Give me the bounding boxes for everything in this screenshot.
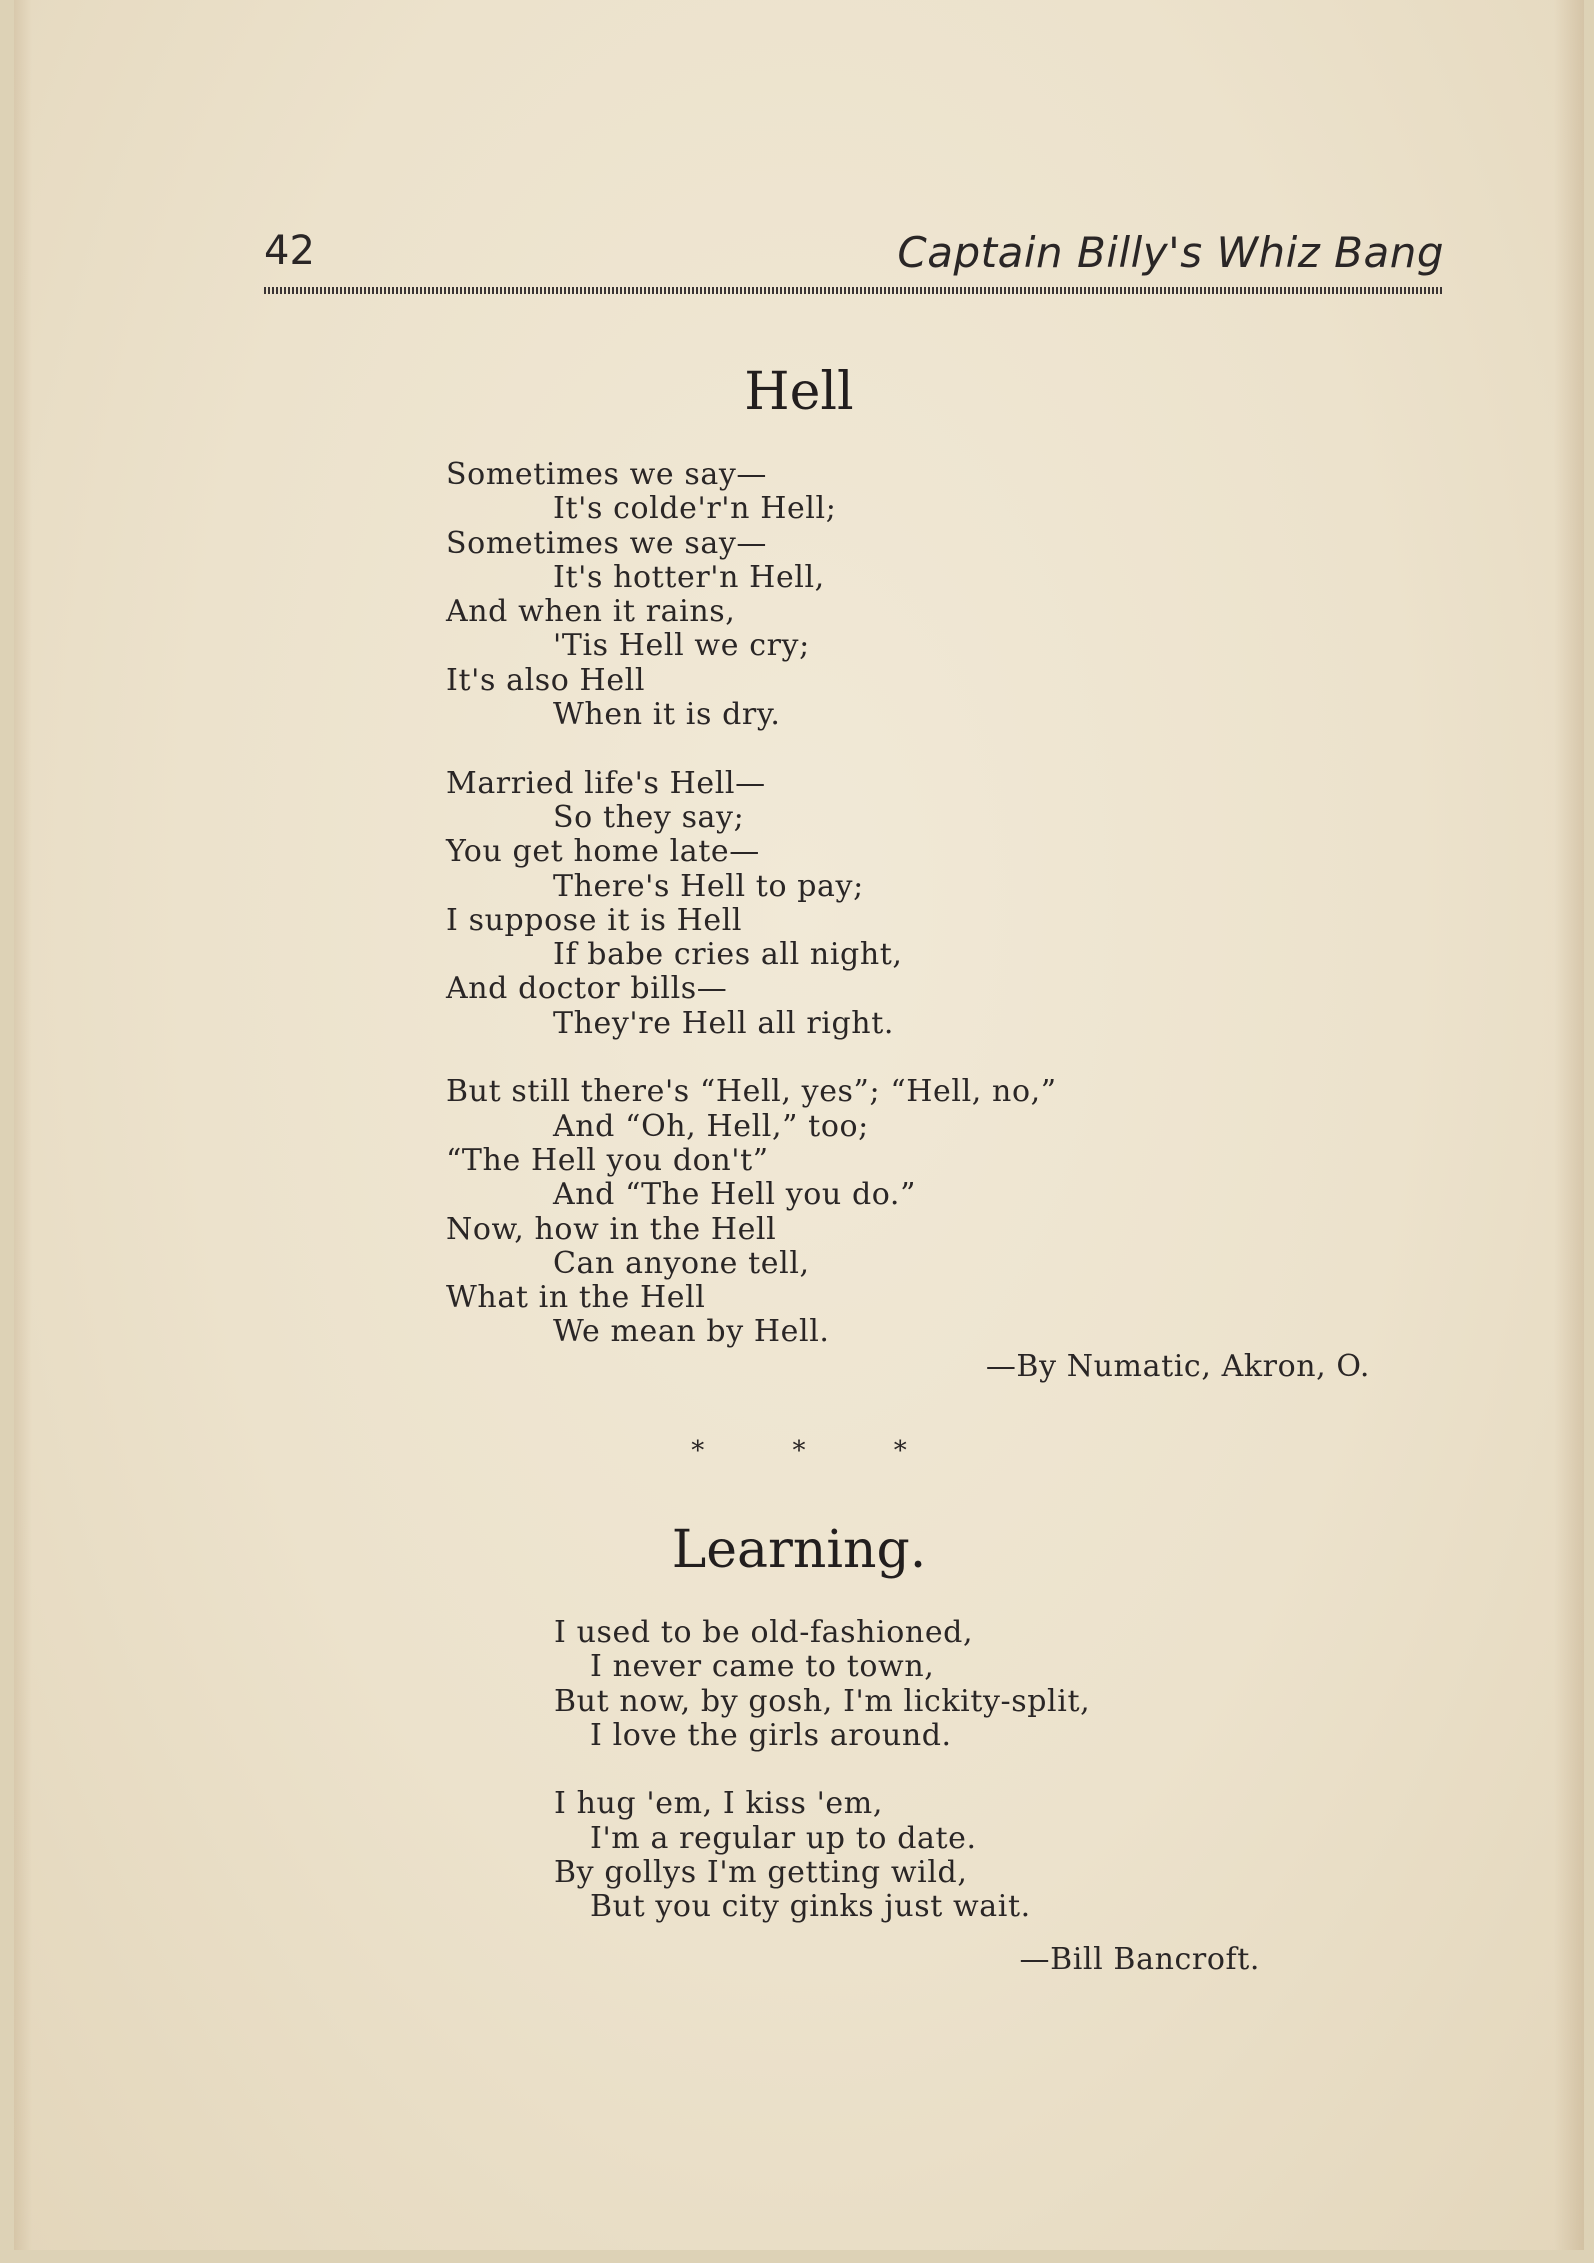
- poem-line: Married life's Hell—: [446, 765, 766, 801]
- poem-line: I suppose it is Hell: [446, 902, 743, 938]
- running-header: [264, 228, 1444, 288]
- poem-line: They're Hell all right.: [553, 1005, 895, 1041]
- poem-line: When it is dry.: [553, 697, 781, 733]
- poem-title-learning: Learning.: [671, 1520, 927, 1580]
- poem-line: You get home late—: [446, 834, 760, 870]
- separator-asterisk: *: [792, 1436, 806, 1466]
- stanza-gap: [446, 1041, 1057, 1075]
- poem-line: I never came to town,: [590, 1649, 935, 1685]
- page-number: 42: [264, 228, 315, 274]
- poem-line: 'Tis Hell we cry;: [553, 628, 810, 664]
- magazine-page: [14, 0, 1584, 2250]
- section-separator: [14, 1436, 1584, 1466]
- poem-line: I'm a regular up to date.: [590, 1820, 977, 1856]
- poem-line: But now, by gosh, I'm lickity-split,: [554, 1683, 1091, 1719]
- poem-line: If babe cries all night,: [553, 937, 903, 973]
- separator-asterisk: *: [691, 1436, 705, 1466]
- stanza-gap: [554, 1753, 1090, 1787]
- running-title: Captain Billy's Whiz Bang: [897, 228, 1444, 277]
- poem-line: What in the Hell: [446, 1280, 706, 1316]
- page-edge-shadow-right: [1554, 0, 1584, 2250]
- poem-line: And doctor bills—: [446, 971, 728, 1007]
- stanza-gap: [446, 732, 1057, 766]
- poem-line: Sometimes we say—: [446, 457, 767, 492]
- poem-line: I used to be old-fashioned,: [554, 1615, 974, 1650]
- poem-line: And “Oh, Hell,” too;: [553, 1108, 869, 1144]
- poem-line: It's also Hell: [446, 662, 646, 698]
- poem-hell-body: [446, 458, 1057, 1350]
- poem-line: So they say;: [553, 799, 745, 835]
- poem-line: Can anyone tell,: [553, 1245, 810, 1281]
- poem-hell-attribution: —By Numatic, Akron, O.: [985, 1349, 1370, 1384]
- poem-line: But you city ginks just wait.: [590, 1889, 1031, 1925]
- poem-line: There's Hell to pay;: [553, 868, 864, 904]
- poem-line: I hug 'em, I kiss 'em,: [554, 1786, 883, 1822]
- poem-line: We mean by Hell.: [553, 1314, 830, 1350]
- poem-line: But still there's “Hell, yes”; “Hell, no,”: [446, 1074, 1057, 1110]
- poem-line: Sometimes we say—: [446, 525, 767, 561]
- poem-line: It's colde'r'n Hell;: [553, 491, 837, 527]
- separator-asterisk: *: [893, 1436, 907, 1466]
- poem-line: “The Hell you don't”: [446, 1142, 769, 1178]
- poem-learning-attribution: —Bill Bancroft.: [1019, 1942, 1260, 1977]
- poem-title-hell: Hell: [744, 362, 854, 422]
- header-dotted-rule: [264, 287, 1444, 294]
- poem-line: And “The Hell you do.”: [553, 1177, 917, 1213]
- poem-line: It's hotter'n Hell,: [553, 559, 825, 595]
- poem-line: Now, how in the Hell: [446, 1211, 777, 1247]
- poem-line: By gollys I'm getting wild,: [554, 1855, 968, 1891]
- poem-line: I love the girls around.: [590, 1717, 952, 1753]
- poem-line: And when it rains,: [446, 594, 736, 630]
- poem-learning-body: [554, 1616, 1090, 1925]
- page-edge-shadow-left: [14, 0, 32, 2250]
